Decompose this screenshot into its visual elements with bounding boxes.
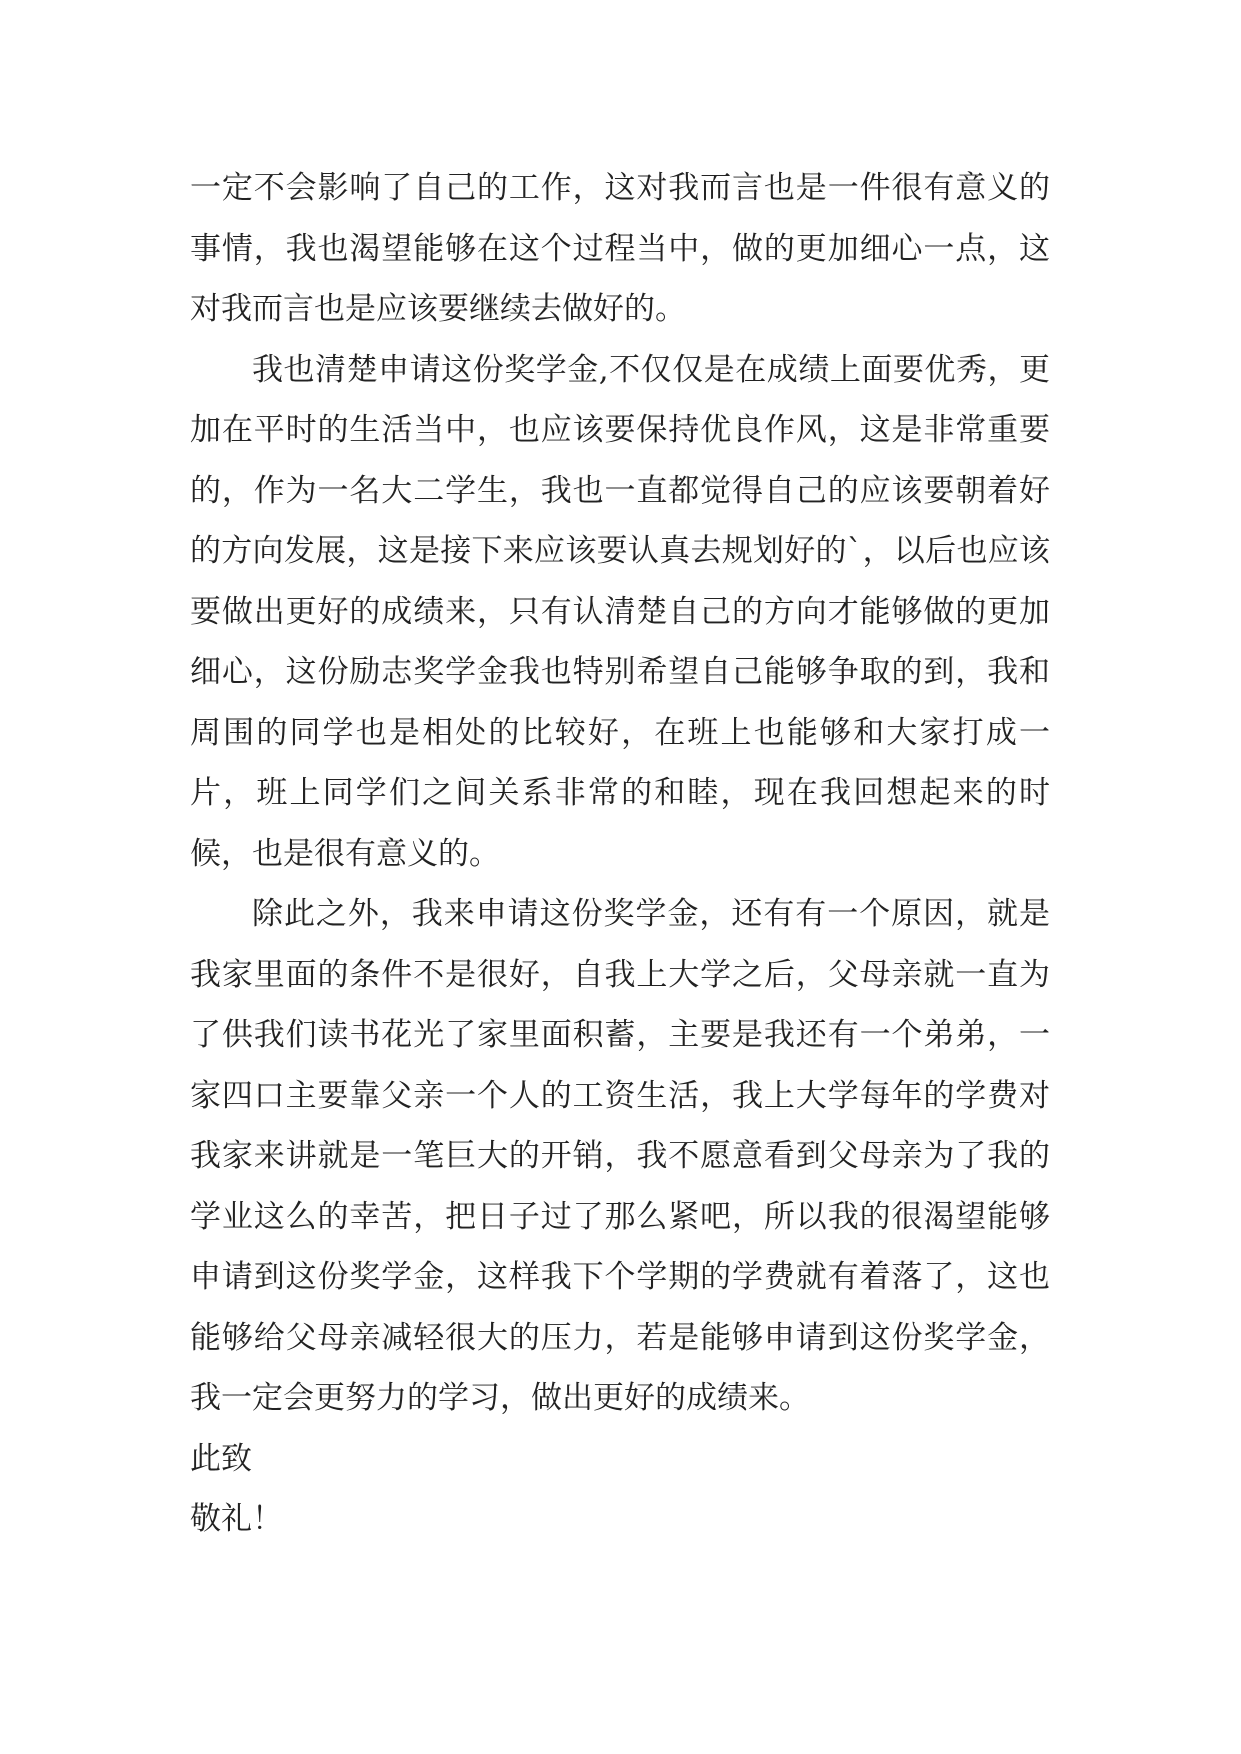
paragraph-family-situation: 除此之外，我来申请这份奖学金，还有有一个原因，就是我家里面的条件不是很好，自我上大学之后，父母亲就一直为了供我们读书花光了家里面积蓄，主要是我还有一个弟弟，一家四口主要靠父亲一个人的工资生活，我上大学每年的学费对我家来讲就是一笔巨大的开销，我不愿意看到父母亲为了我的学业这么的幸苦，把日子过了那么紧吧，所以我的很渴望能够申请到这份奖学金，这样我下个学期的学费就有着落了，这也能够给父母亲减轻很大的压力，若是能够申请到这份奖学金，我一定会更努力的学习，做出更好的成绩来。 xyxy=(190,896,1050,1416)
paragraph-continuation: 一定不会影响了自己的工作，这对我而言也是一件很有意义的事情，我也渴望能够在这个过程当中，做的更加细心一点，这对我而言也是应该要继续去做好的。 xyxy=(190,170,1050,327)
letter-body xyxy=(190,158,1050,1550)
closing-regards: 敬礼！ xyxy=(190,1501,283,1537)
paragraph-scholarship-reason: 我也清楚申请这份奖学金,不仅仅是在成绩上面要优秀，更加在平时的生活当中，也应该要保持优良作风，这是非常重要的，作为一名大二学生，我也一直都觉得自己的应该要朝着好的方向发展，这是接下来应该要认真去规划好的`，以后也应该要做出更好的成绩来，只有认清楚自己的方向才能够做的更加细心，这份励志奖学金我也特别希望自己能够争取的到，我和周围的同学也是相处的比较好，在班上也能够和大家打成一片，班上同学们之间关系非常的和睦，现在我回想起来的时候，也是很有意义的。 xyxy=(190,351,1050,872)
closing-salutation: 此致 xyxy=(190,1440,252,1477)
